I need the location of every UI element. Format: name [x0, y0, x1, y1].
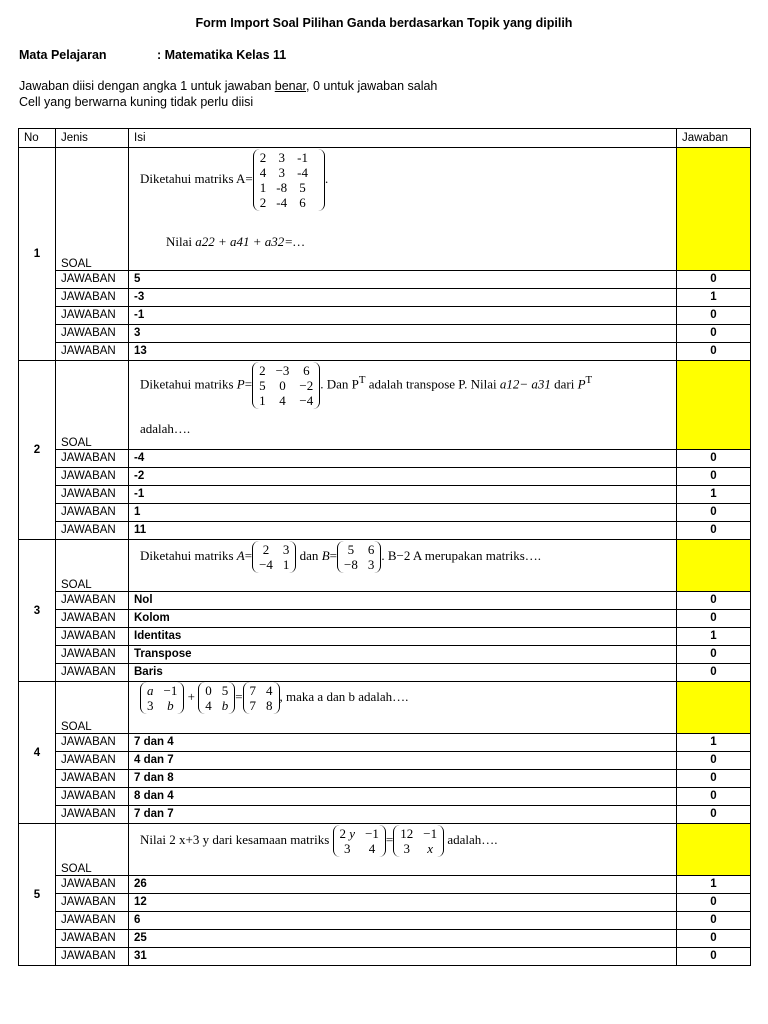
matrix-left: 2 y −1 3 4: [333, 825, 386, 857]
question-content: Diketahui matriks P= 2 −3 6 5 0 −2 1 4 −4 . Dan $P^T$ adalah transpose P. Nilai a12− a31 dari $P^T$ adalah….: [129, 361, 677, 450]
answer-row: [19, 271, 751, 289]
answer-row: [19, 646, 751, 664]
jawaban-label: JAWABAN: [56, 271, 129, 289]
option-text[interactable]: 13: [129, 343, 677, 361]
jawaban-label: JAWABAN: [56, 522, 129, 540]
question-row: [19, 824, 751, 876]
jawaban-label: JAWABAN: [56, 948, 129, 966]
matrix-a: 2 3 −4 1: [252, 541, 296, 573]
option-text[interactable]: 11: [129, 522, 677, 540]
jawaban-label: JAWABAN: [56, 486, 129, 504]
matrix-a: 2 3 -1 4 3 -4 1 -8 5 2 -4 6: [253, 149, 325, 211]
option-text[interactable]: 31: [129, 948, 677, 966]
header-no: No: [19, 129, 56, 148]
option-text[interactable]: 3: [129, 325, 677, 343]
jawaban-label: JAWABAN: [56, 450, 129, 468]
answer-cell-disabled: [677, 682, 751, 734]
answer-row: [19, 628, 751, 646]
jawaban-label: JAWABAN: [56, 646, 129, 664]
answer-value[interactable]: 1: [677, 628, 751, 646]
answer-value[interactable]: 0: [677, 664, 751, 682]
question-number: 4: [19, 682, 56, 824]
jawaban-label: JAWABAN: [56, 307, 129, 325]
question-content: Nilai 2 x+3 y dari kesamaan matriks 2 y −1 3 4 = 12 −1 3 x adalah….: [129, 824, 677, 876]
matrix-2: 0 5 4 b: [198, 682, 235, 714]
answer-value[interactable]: 0: [677, 610, 751, 628]
matrix-3: 7 4 7 8: [243, 682, 280, 714]
question-number: 5: [19, 824, 56, 966]
option-text[interactable]: 12: [129, 894, 677, 912]
answer-value[interactable]: 0: [677, 504, 751, 522]
answer-value[interactable]: 0: [677, 325, 751, 343]
answer-value[interactable]: 0: [677, 752, 751, 770]
answer-value[interactable]: 0: [677, 788, 751, 806]
question-number: 3: [19, 540, 56, 682]
subject-label: Mata Pelajaran: [19, 48, 107, 62]
answer-row: [19, 912, 751, 930]
option-text[interactable]: 4 dan 7: [129, 752, 677, 770]
question-row: [19, 682, 751, 734]
answer-cell-disabled: [677, 540, 751, 592]
answer-row: [19, 343, 751, 361]
question-content: a −1 3 b + 0 5 4 b = 7 4 7 8 , maka a dan b adalah….: [129, 682, 677, 734]
answer-row: [19, 806, 751, 824]
jawaban-label: JAWABAN: [56, 325, 129, 343]
jawaban-label: JAWABAN: [56, 876, 129, 894]
header-jenis: Jenis: [56, 129, 129, 148]
option-text[interactable]: 5: [129, 271, 677, 289]
instruction-line-1: Jawaban diisi dengan angka 1 untuk jawaban benar, 0 untuk jawaban salah: [19, 79, 438, 93]
answer-value[interactable]: 1: [677, 486, 751, 504]
option-text[interactable]: 8 dan 4: [129, 788, 677, 806]
jawaban-label: JAWABAN: [56, 468, 129, 486]
answer-row: [19, 468, 751, 486]
answer-cell-disabled: [677, 361, 751, 450]
answer-cell-disabled: [677, 148, 751, 271]
answer-row: [19, 734, 751, 752]
option-text[interactable]: -3: [129, 289, 677, 307]
answer-row: [19, 289, 751, 307]
answer-value[interactable]: 0: [677, 468, 751, 486]
jawaban-label: JAWABAN: [56, 592, 129, 610]
option-text[interactable]: -1: [129, 307, 677, 325]
question-row: [19, 540, 751, 592]
answer-value[interactable]: 0: [677, 522, 751, 540]
answer-value[interactable]: 0: [677, 948, 751, 966]
question-number: 2: [19, 361, 56, 540]
matrix-right: 12 −1 3 x: [393, 825, 444, 857]
jawaban-label: JAWABAN: [56, 628, 129, 646]
option-text[interactable]: Identitas: [129, 628, 677, 646]
answer-value[interactable]: 1: [677, 876, 751, 894]
option-text[interactable]: 7 dan 7: [129, 806, 677, 824]
expression: a22 + a41 + a32=…: [195, 234, 305, 249]
page-title: Form Import Soal Pilihan Ganda berdasarkan Topik yang dipilih: [195, 16, 573, 30]
header-jawaban: Jawaban: [677, 129, 751, 148]
subject-value: : Matematika Kelas 11: [157, 48, 287, 62]
answer-row: [19, 486, 751, 504]
answer-row: [19, 325, 751, 343]
answer-value[interactable]: 1: [677, 734, 751, 752]
option-text[interactable]: Baris: [129, 664, 677, 682]
answer-row: [19, 504, 751, 522]
question-content: Diketahui matriks A= 2 3 −4 1 dan B= 5 6 −8 3 . B−2 A merupakan matriks….: [129, 540, 677, 592]
jawaban-label: JAWABAN: [56, 289, 129, 307]
answer-row: [19, 770, 751, 788]
soal-label: SOAL: [56, 148, 129, 271]
answer-row: [19, 894, 751, 912]
jawaban-label: JAWABAN: [56, 343, 129, 361]
answer-row: [19, 948, 751, 966]
option-text[interactable]: Transpose: [129, 646, 677, 664]
answer-row: [19, 930, 751, 948]
option-text[interactable]: Nol: [129, 592, 677, 610]
answer-cell-disabled: [677, 824, 751, 876]
answer-value[interactable]: 0: [677, 592, 751, 610]
question-content: Diketahui matriks A= 2 3 -1 4 3 -4 1 -8 5 2 -4 6 . Nilai a22 + a41 + a32=…: [129, 148, 677, 271]
answer-value[interactable]: 0: [677, 646, 751, 664]
answer-value[interactable]: 0: [677, 894, 751, 912]
answer-value[interactable]: 0: [677, 271, 751, 289]
answer-row: [19, 307, 751, 325]
option-text[interactable]: 7 dan 8: [129, 770, 677, 788]
answer-value[interactable]: 0: [677, 307, 751, 325]
answer-row: [19, 450, 751, 468]
answer-value[interactable]: 0: [677, 770, 751, 788]
jawaban-label: JAWABAN: [56, 930, 129, 948]
option-text[interactable]: 7 dan 4: [129, 734, 677, 752]
answer-row: [19, 592, 751, 610]
soal-label: SOAL: [56, 824, 129, 876]
option-text[interactable]: 1: [129, 504, 677, 522]
jawaban-label: JAWABAN: [56, 504, 129, 522]
instruction-line-2: Cell yang berwarna kuning tidak perlu diisi: [19, 95, 254, 109]
header-isi: Isi: [129, 129, 677, 148]
answer-value[interactable]: 1: [677, 289, 751, 307]
jawaban-label: JAWABAN: [56, 770, 129, 788]
option-text[interactable]: -4: [129, 450, 677, 468]
option-text[interactable]: -1: [129, 486, 677, 504]
answer-value[interactable]: 0: [677, 450, 751, 468]
soal-label: SOAL: [56, 361, 129, 450]
question-number: 1: [19, 148, 56, 361]
soal-label: SOAL: [56, 682, 129, 734]
answer-row: [19, 610, 751, 628]
answer-row: [19, 522, 751, 540]
answer-row: [19, 664, 751, 682]
matrix-1: a −1 3 b: [140, 682, 184, 714]
jawaban-label: JAWABAN: [56, 788, 129, 806]
option-text[interactable]: 6: [129, 912, 677, 930]
jawaban-label: JAWABAN: [56, 664, 129, 682]
jawaban-label: JAWABAN: [56, 734, 129, 752]
answer-value[interactable]: 0: [677, 343, 751, 361]
jawaban-label: JAWABAN: [56, 894, 129, 912]
jawaban-label: JAWABAN: [56, 610, 129, 628]
option-text[interactable]: -2: [129, 468, 677, 486]
jawaban-label: JAWABAN: [56, 752, 129, 770]
question-row: [19, 148, 751, 271]
answer-value[interactable]: 0: [677, 912, 751, 930]
jawaban-label: JAWABAN: [56, 912, 129, 930]
question-table: [18, 128, 751, 966]
option-text[interactable]: 25: [129, 930, 677, 948]
answer-row: [19, 876, 751, 894]
answer-row: [19, 788, 751, 806]
option-text[interactable]: Kolom: [129, 610, 677, 628]
jawaban-label: JAWABAN: [56, 806, 129, 824]
soal-label: SOAL: [56, 540, 129, 592]
option-text[interactable]: 26: [129, 876, 677, 894]
matrix-p: 2 −3 6 5 0 −2 1 4 −4: [252, 362, 320, 409]
answer-row: [19, 752, 751, 770]
answer-value[interactable]: 0: [677, 930, 751, 948]
question-row: [19, 361, 751, 450]
matrix-b: 5 6 −8 3: [337, 541, 381, 573]
answer-value[interactable]: 0: [677, 806, 751, 824]
